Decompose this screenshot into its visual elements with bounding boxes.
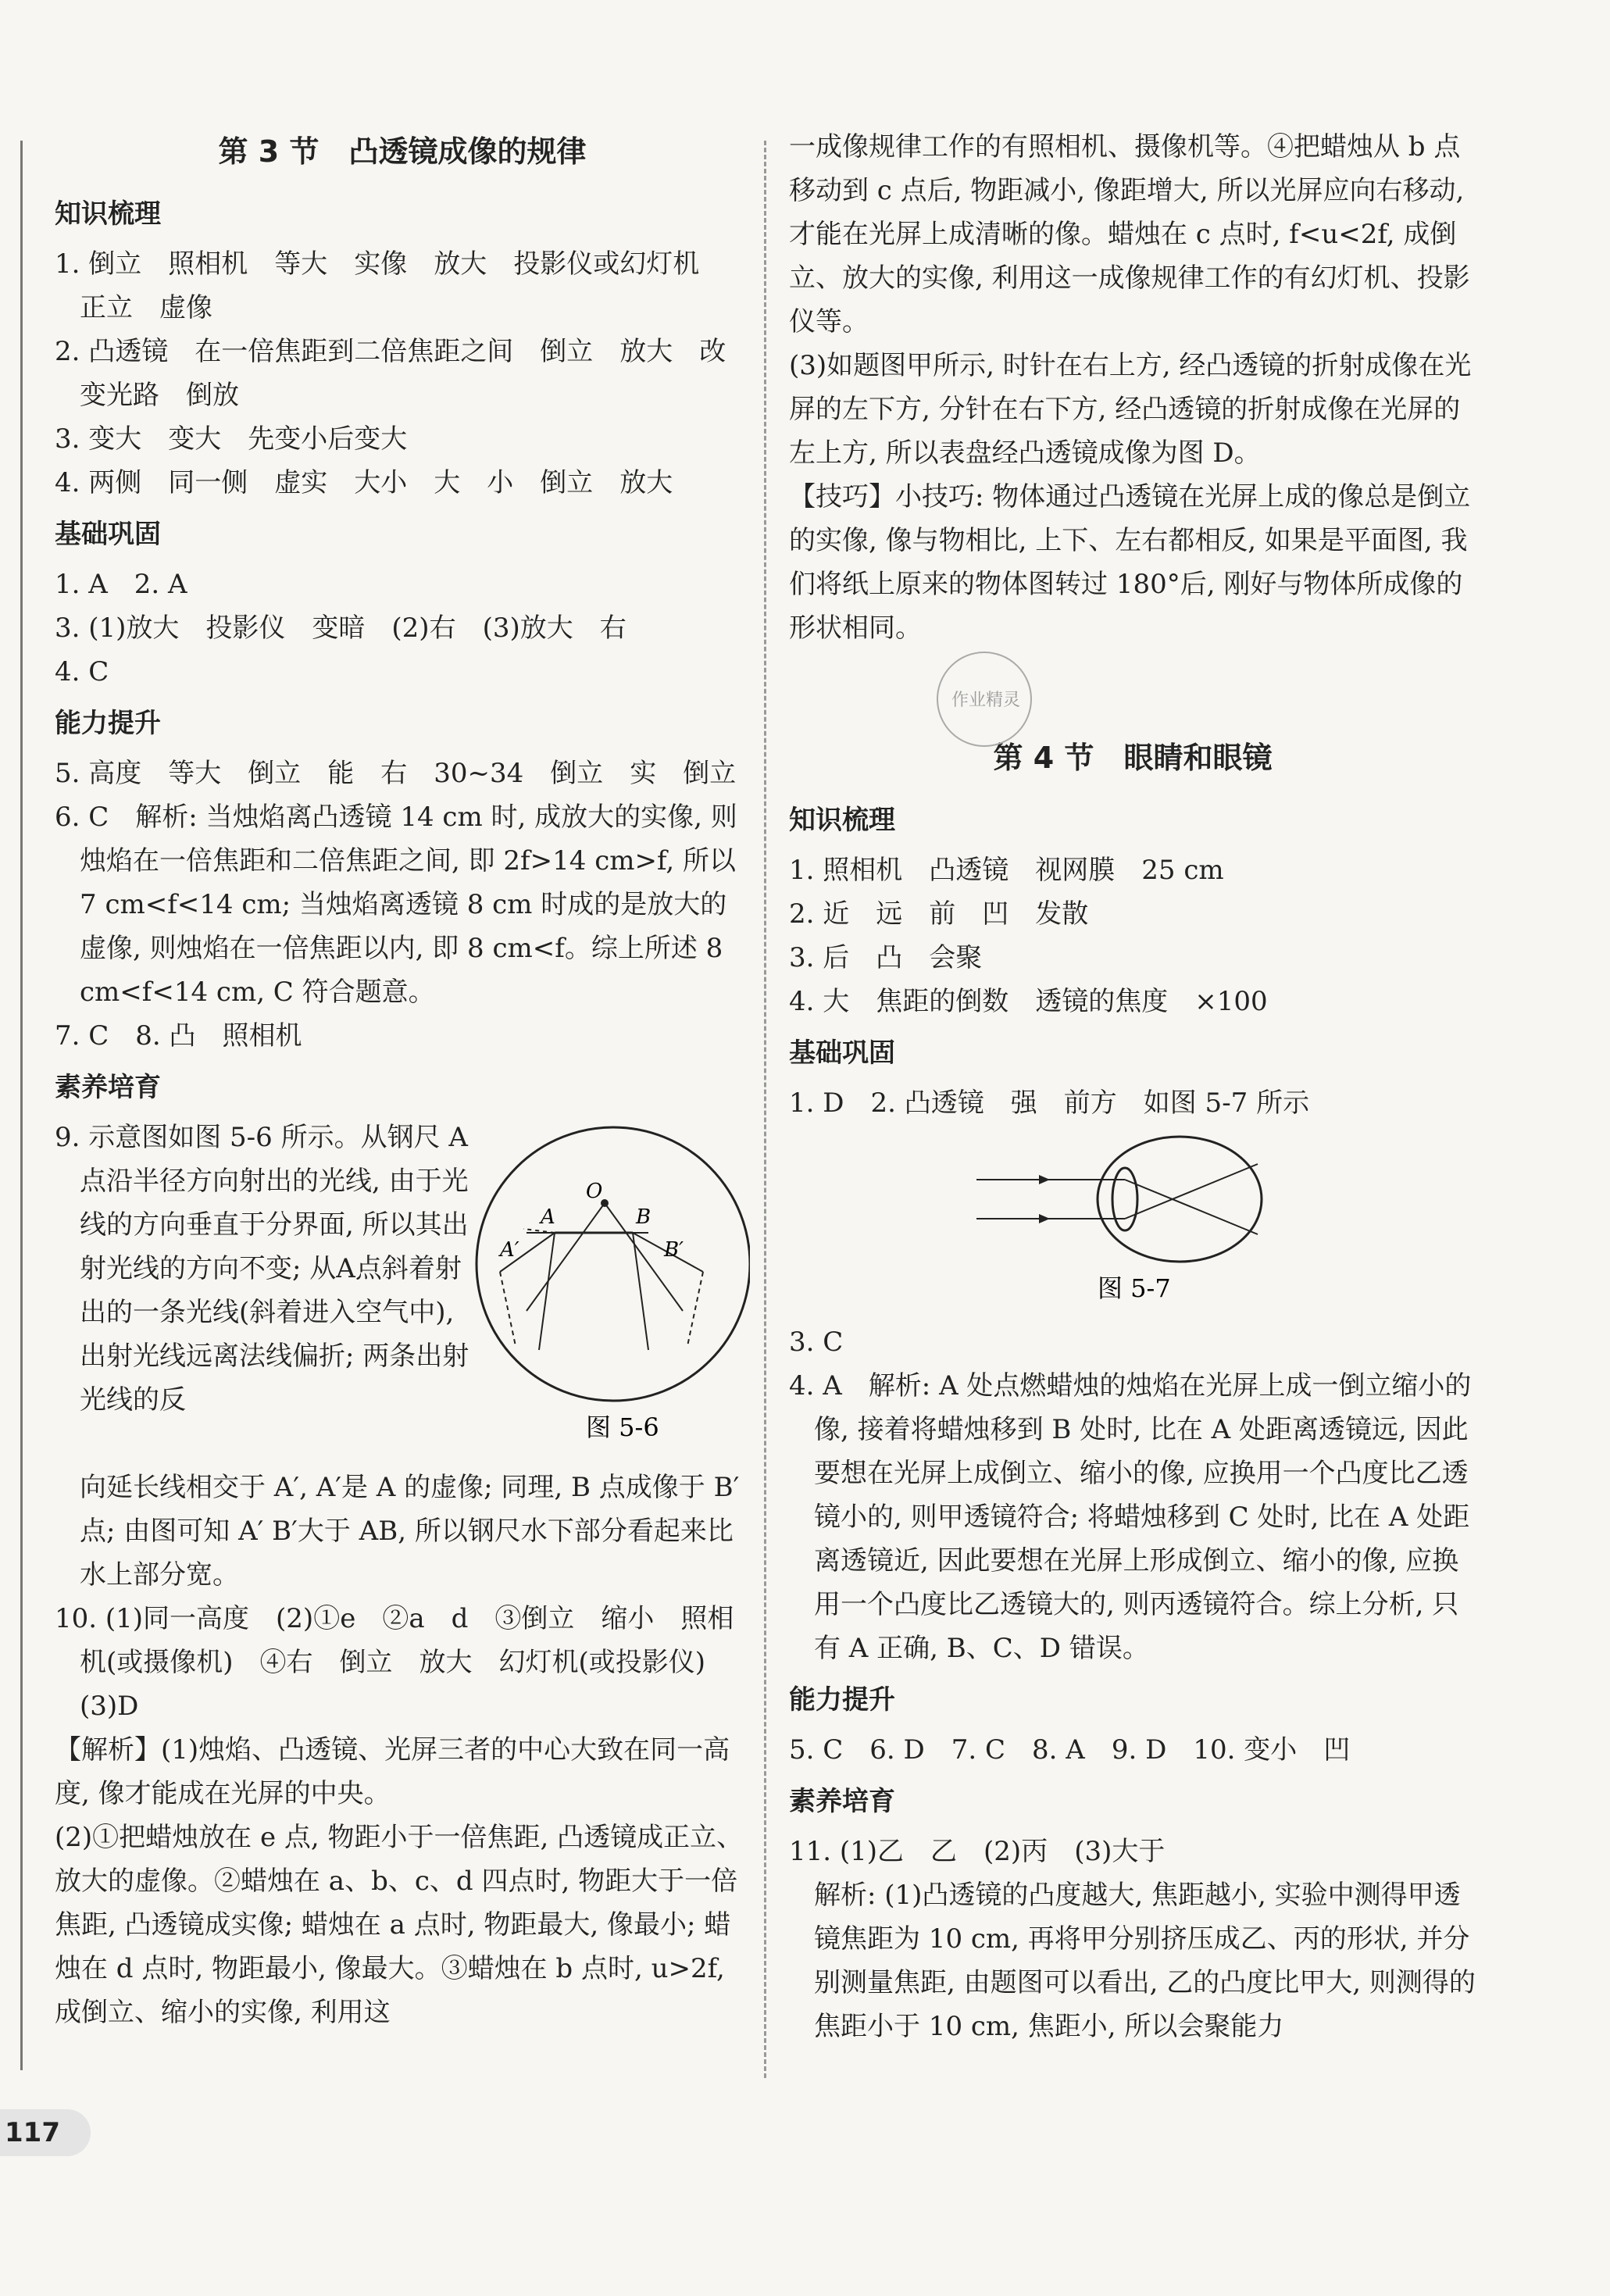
answer-b1: 1. A 2. A [55, 569, 187, 600]
answer-10: 10. (1)同一高度 (2)①e ②a d ③倒立 缩小 照相机(或摄像机) ④右 倒立 放大 幻灯机(或投影仪) (3)D [55, 1603, 734, 1722]
left-margin-line [20, 141, 23, 2070]
answer-r-k3: 3. 后 凸 会聚 [789, 942, 983, 973]
label-a-prime: A′ [500, 1238, 519, 1262]
figure-5-7-caption: 图 5-7 [1098, 1273, 1171, 1303]
answer-9a: 9. 示意图如图 5-6 所示。从钢尺 A 点沿半径方向射出的光线, 由于光线的方向垂直于分界面, 所以其出射光线的方向不变; 从A点斜着射出的一条光线(斜着进入空气中), 出射光线远离法线偏折; 两条出射光线的反 [55, 1122, 469, 1416]
label-b-prime: B′ [664, 1238, 684, 1262]
figure-5-6 [469, 1116, 750, 1466]
answer-r-n1: 5. C 6. D 7. C 8. A 9. D 10. 变小 凹 [789, 1734, 1351, 1766]
analysis-11: 解析: (1)凸透镜的凸度越大, 焦距越小, 实验中测得甲透镜焦距为 10 cm, 再将甲分别挤压成乙、丙的形状, 并分别测量焦距, 由题图可以看出, 乙的凸度比甲大, 则测得的焦距小于 10 cm, 焦距小, 所以会聚能力 [814, 1880, 1476, 2042]
heading-basics-2: 基础巩固 [789, 1037, 895, 1069]
answer-k3: 3. 变大 变大 先变小后变大 [55, 423, 408, 455]
answer-n3: 7. C 8. 凸 照相机 [55, 1020, 302, 1052]
analysis-10-3: (3)如题图甲所示, 时针在右上方, 经凸透镜的折射成像在光屏的左下方, 分针在右下方, 经凸透镜的折射成像在光屏的左上方, 所以表盘经凸透镜成像为图 D。 [789, 350, 1472, 469]
label-b: B [636, 1205, 651, 1229]
answer-b2: 3. (1)放大 投影仪 变暗 (2)右 (3)放大 右 [55, 612, 627, 644]
answer-r-k2: 2. 近 远 前 凹 发散 [789, 898, 1089, 930]
page-number: 117 [0, 2109, 91, 2156]
answer-b3: 4. C [55, 656, 109, 687]
figure-5-6-caption: 图 5-6 [586, 1412, 659, 1442]
answer-r-b2: 3. C [789, 1327, 844, 1358]
answer-k2: 2. 凸透镜 在一倍焦距到二倍焦距之间 倒立 放大 改变光路 倒放 [55, 336, 726, 411]
heading-literacy-2: 素养培育 [789, 1786, 895, 1817]
heading-basics: 基础巩固 [55, 519, 161, 550]
left-column [55, 125, 750, 2034]
column-divider [764, 141, 766, 2078]
figure-5-7 [969, 1125, 1297, 1320]
analysis-10-cont: 一成像规律工作的有照相机、摄像机等。④把蜡烛从 b 点移动到 c 点后, 物距减小, 像距增大, 所以光屏应向右移动, 才能在光屏上成清晰的像。蜡烛在 c 点时, f<u<2f, 成倒立、放大的实像, 利用这一成像规律工作的有幻灯机、投影仪等。 [789, 131, 1470, 337]
section-title-3: 第 3 节 凸透镜成像的规律 [218, 134, 587, 169]
answer-r-k4: 4. 大 焦距的倒数 透镜的焦度 ×100 [789, 986, 1268, 1017]
label-o: O [586, 1180, 603, 1203]
right-column [789, 125, 1476, 2048]
tip-block: 【技巧】小技巧: 物体通过凸透镜在光屏上成的像总是倒立的实像, 像与物相比, 上下、左右都相反, 如果是平面图, 我们将纸上原来的物体图转过 180°后, 刚好与物体所成像的形状相同。 [789, 481, 1471, 644]
answer-r-b3: 4. A 解析: A 处点燃蜡烛的烛焰在光屏上成一倒立缩小的像, 接着将蜡烛移到 B 处时, 比在 A 处距离透镜远, 因此要想在光屏上成倒立、缩小的像, 应换用一个凸度比乙透镜小的, 则甲透镜符合; 将蜡烛移到 C 处时, 比在 A 处距离透镜近, 因此要想在光屏上形成倒立、缩小的像, 应换用一个凸度比乙透镜大的, 则丙透镜符合。综上分析, 只有 A 正确, B、C、D 错误。 [789, 1370, 1472, 1664]
stamp-text: 作业精灵 [951, 691, 1021, 710]
figure-5-7-block [789, 1125, 1476, 1320]
answer-9b: 向延长线相交于 A′, A′是 A 的虚像; 同理, B 点成像于 B′点; 由图可知 A′ B′大于 AB, 所以钢尺水下部分看起来比水上部分宽。 [80, 1472, 740, 1591]
heading-knowledge-2: 知识梳理 [789, 805, 895, 836]
answer-k4: 4. 两侧 同一侧 虚实 大小 大 小 倒立 放大 [55, 467, 673, 498]
answer-n1: 5. 高度 等大 倒立 能 右 30~34 倒立 实 倒立 [55, 758, 737, 789]
heading-literacy: 素养培育 [55, 1072, 161, 1103]
analysis-10-1: 【解析】(1)烛焰、凸透镜、光屏三者的中心大致在同一高度, 像才能成在光屏的中央。 [55, 1734, 730, 1809]
watermark-stamp [930, 645, 1039, 754]
analysis-10-2: (2)①把蜡烛放在 e 点, 物距小于一倍焦距, 凸透镜成正立、放大的虚像。②蜡烛在 a、b、c、d 四点时, 物距大于一倍焦距, 凸透镜成实像; 蜡烛在 a 点时, 物距最大, 像最小; 蜡烛在 d 点时, 物距最小, 像最大。③蜡烛在 b 点时, u>2f, 成倒立、缩小的实像, 利用这 [55, 1822, 744, 2028]
answer-k1: 1. 倒立 照相机 等大 实像 放大 投影仪或幻灯机 正立 虚像 [55, 248, 726, 323]
label-a: A [541, 1205, 555, 1229]
heading-knowledge: 知识梳理 [55, 198, 161, 230]
answer-r-k1: 1. 照相机 凸透镜 视网膜 25 cm [789, 855, 1224, 886]
question-9-block [55, 1116, 750, 1466]
section-title-4: 第 4 节 眼睛和眼镜 [993, 741, 1273, 775]
answer-n2: 6. C 解析: 当烛焰离凸透镜 14 cm 时, 成放大的实像, 则烛焰在一倍焦距和二倍焦距之间, 即 2f>14 cm>f, 所以 7 cm<f<14 cm; 当烛焰离透镜 8 cm 时成的是放大的虚像, 则烛焰在一倍焦距以内, 即 8 cm<f。综上所述 8 cm<f<14 cm, C 符合题意。 [55, 802, 737, 1008]
heading-ability-2: 能力提升 [789, 1684, 895, 1716]
answer-r-b1: 1. D 2. 凸透镜 强 前方 如图 5-7 所示 [789, 1087, 1310, 1119]
heading-ability: 能力提升 [55, 708, 161, 739]
answer-r-s1: 11. (1)乙 乙 (2)丙 (3)大于 [789, 1836, 1166, 1867]
